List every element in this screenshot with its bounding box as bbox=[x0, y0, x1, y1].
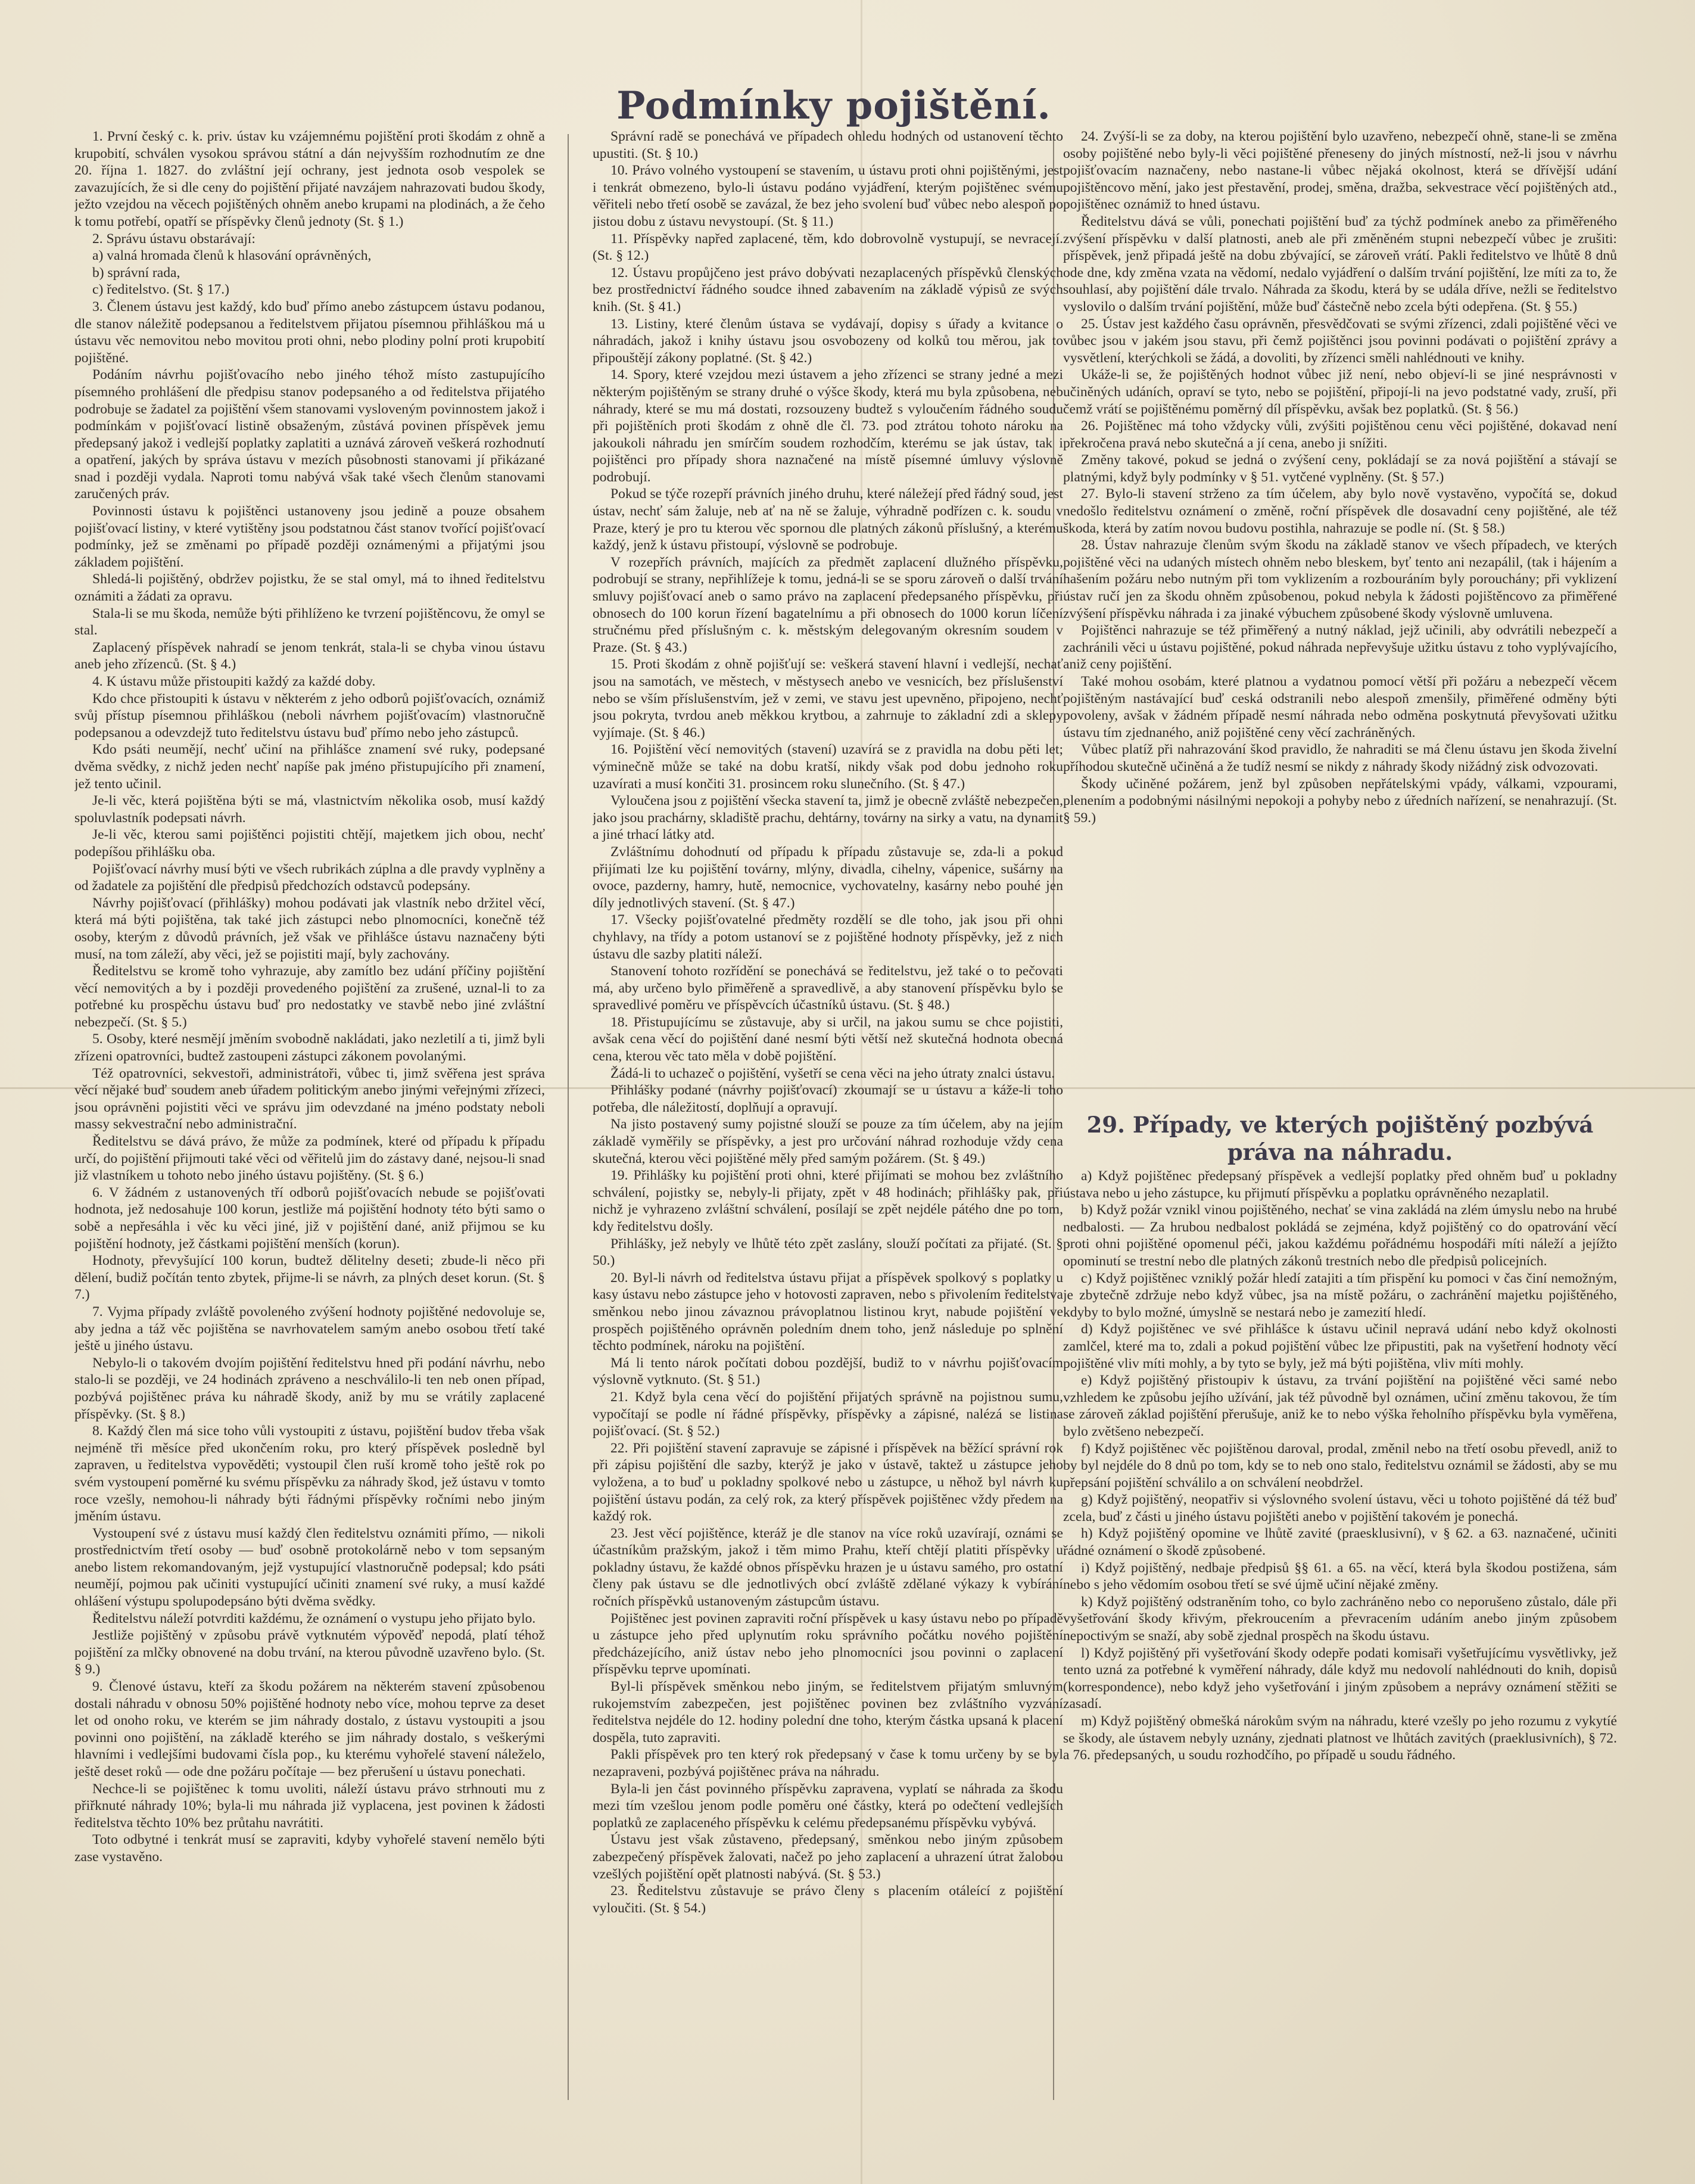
paragraph: Změny takové, pokud se jedná o zvýšení ceny, pokládají se za nová pojištění a stávají se platnými, když byly podmínky v § 51. vytčené vyplněny. (St. § 57.) bbox=[1063, 452, 1617, 485]
paragraph: Ukáže-li se, že pojištěných hodnot vůbec již není, nebo objeví-li se jiné nesprávnosti v učiněných udáních, opraví se tyto, nebo se pojištění, připojí-li na jevo podstatné vady, zruší, při čemž vrátí se pojištěnému poměrný díl příspěvku, avšak bez poplatků. (St. § 56.) bbox=[1063, 367, 1617, 417]
column-2 bbox=[593, 128, 1063, 2106]
paragraph: 18. Přistupujícímu se zůstavuje, aby si určil, na jakou sumu se chce pojistiti, avšak cena věcí do pojištění dané nesmí býti větší než skutečná hodnota obecná cena, kterou věc tato měla v době pojištění. bbox=[593, 1014, 1063, 1065]
paragraph: Podáním návrhu pojišťovacího nebo jiného téhož místo zastupujícího písemného prohlášení dle předpisu stanov podepsaného a od ředitelstva přijatého podrobuje se žadatel za pojištění všem stanovami vysloveným povinnostem jakož i podmínkám v pojišťovací listině obsaženým, zůstává povinen příspěvek jemu předepsaný jakož i vedlejší poplatky zaplatiti a uznává zároveň veškerá rozhodnutí a opatření, jakých by správa ústavu v mezích působnosti stanovami jí přikázané snad i později vydala. Naproti tomu nabývá však také všech členům stanovami zaručených práv. bbox=[74, 367, 545, 502]
paragraph: Vůbec platíž při nahrazování škod pravidlo, že nahraditi se má členu ústavu jen škoda živelní příhodou skutečně učiněná a že tudíž nesmí se nikdy z náhrady škody nižádný zisk odvozovati. bbox=[1063, 742, 1617, 774]
paragraph: 10. Právo volného vystoupení se stavením, u ústavu proti ohni pojištěnými, jest i tenkrát obmezeno, bylo-li ústavu podáno vyjádření, kterým pojištěnec svému věřiteli nebo třetí osobě se zavázal, že bez jeho svolení buď vůbec nebo alespoň po jistou dobu z ústavu nevystoupí. (St. § 11.) bbox=[593, 163, 1063, 229]
paragraph: 8. Každý člen má sice toho vůli vystoupiti z ústavu, pojištění budov třeba však nejméně tři měsíce před ukončením roku, pro který příspěvek posledně byl zapraven, u ředitelstva vypověděti; vystoupil člen ruší kromě toho ještě rok po svém vystoupení poměrné ku svému příspěvku za náhrady škod, jež ústavu v tomto roce vzešly, nemohou-li náhrady býti řádnými příspěvky ročními nebo jiným jměním ústavu. bbox=[74, 1423, 545, 1525]
paragraph: 1. První český c. k. priv. ústav ku vzájemnému pojištění proti škodám z ohně a krupobití, schválen vysokou správou státní a dán nejvyšším rozhodnutím ze dne 20. října 1. 1827. do zvláštní její ochrany, jest jednota osob vespolek se zavazujících, že si dle ceny do pojištění přijaté navzájem nahrazovati budou škody, ježto vzejdou na věcech pojištěných ohněm anebo krupami na plodinách, a že čeho k tomu potřebí, opatří se příspěvky členů jednoty (St. § 1.) bbox=[74, 129, 545, 229]
paragraph: e) Když pojištěný přistoupiv k ústavu, za trvání pojištění na pojištěné věci samé nebo vzhledem ke způsobu jejího užívání, jak též původně byl oznámen, učiní změnu takovou, že tím se zároveň základ pojištění přerušuje, aniž ke to nebo výška řeholního příspěvku byla vyměřena, bylo zvětšeno nebezpečí. bbox=[1063, 1373, 1617, 1439]
paragraph: 16. Pojištění věcí nemovitých (stavení) uzavírá se z pravidla na dobu pěti let; výminečně může se také na dobu kratší, nikdy však pod dobu jednoho roku uzavírati a musí končiti 31. prosincem roku slunečního. (St. § 47.) bbox=[593, 742, 1063, 792]
paragraph: 26. Pojištěnec má toho vždycky vůli, zvýšiti pojištěnou cenu věci pojištěné, dokavad není překročena pravá nebo skutečná a jí cena, anebo ji snížiti. bbox=[1063, 418, 1617, 451]
paragraph: 20. Byl-li návrh od ředitelstva ústavu přijat a příspěvek spolkový s poplatky u kasy ústavu nebo zástupce jeho v hotovosti zapraven, nebo s přivolením ředitelstva směnkou nebo jinou závaznou právoplatnou listinou kryt, nabude pojištění ve prospěch pojištěného oprávněn poledním dnem toho, jenž následuje po splnění těchto podmínek, nároku na pojištění. bbox=[593, 1270, 1063, 1354]
paragraph: Kdo psáti neumějí, nechť učiní na přihlášce znamení své ruky, podepsané dvěma svědky, z nichž jeden nechť napíše pak jméno přistupujícího při znamení, jež tento učinil. bbox=[74, 742, 545, 792]
paragraph: l) Když pojištěný při vyšetřování škody odepře podati komisaři vyšetřujícímu vysvětlivky, jež tento uzná za potřebné k vyměření náhrady, dále když mu nedovolí nahlédnouti do knih, dopisů (korrespondence), nebo když jeho vyšetřování i jiným způsobem a neprávy oznámení stěžiti se zasadí. bbox=[1063, 1645, 1617, 1712]
paragraph: Jestliže pojištěný v způsobu právě vytknutém výpověď nepodá, platí téhož pojištění za mlčky obnovené na dobu trvání, na kterou původně uzavřeno bylo. (St. § 9.) bbox=[74, 1628, 545, 1678]
paragraph: 21. Když byla cena věcí do pojištění přijatých správně na pojistnou sumu, vypočítají se podle ní řádné příspěvky, příspěvky a zápisné, nalézá se listina pojišťovací. (St. § 52.) bbox=[593, 1389, 1063, 1439]
paragraph: Byl-li příspěvek směnkou nebo jiným, se ředitelstvem přijatým smluvným rukojemstvím zabezpečen, jest pojištěnec povinen bez zvláštního vyzvání ředitelstva nejdéle do 12. hodiny polední dne toho, kterým částka upsaná k placení dospěla, tuto zapraviti. bbox=[593, 1679, 1063, 1746]
paragraph: Ústavu jest však zůstaveno, předepsaný, směnkou nebo jiným způsobem zabezpečený příspěvek žalovati, načež po jeho zaplacení a uhrazení útrat žalobou vzešlých pojištění opět platnosti nabývá. (St. § 53.) bbox=[593, 1832, 1063, 1882]
paragraph: 13. Listiny, které členům ústava se vydávají, dopisy s úřady a kvitance o náhradách, jakož i knihy ústavu jsou osvobozeny od kolků tou měrou, jak to připouštějí zákony poplatné. (St. § 42.) bbox=[593, 316, 1063, 366]
paragraph: Pokud se týče rozepří právních jiného druhu, které náležejí před řádný soud, jest ústav, nechť sám žaluje, neb ať na ně se žaluje, výhradně podřízen c. k. soudu v Praze, který je pro tu kterou věc spornou dle platných zákonů příslušný, a kterému každý, jenž k ústavu přistoupí, výslovně se podrobuje. bbox=[593, 486, 1063, 553]
paragraph: 23. Ředitelstvu zůstavuje se právo členy s placením otáleící z pojištění vyloučiti. (St. § 54.) bbox=[593, 1883, 1063, 1916]
paragraph: m) Když pojištěný obmešká nárokům svým na náhradu, které vzešly po jeho rozumu z vykytíé se škody, ale ústavem nebyly uznány, zjednati platnost ve lhůtách zavitých (praeklusivních), § 72. a 76. předepsaných, u soudu rozhodčího, po případě u soudu řádného. bbox=[1063, 1713, 1617, 1763]
paragraph: 22. Při pojištění stavení zapravuje se zápisné i příspěvek na běžící správní rok při zápisu pojištění dle sazby, kterýž je jako v ústavě, taktež u zástupce jeho vyložena, a to buď u pokladny spolkové nebo u zástupce, u něhož byl návrh ku pojištění ústavu podán, za celý rok, za který příspěvek pojištěnec vždy předem na každý rok. bbox=[593, 1440, 1063, 1525]
paragraph: k) Když pojištěný odstraněním toho, co bylo zachráněno nebo co neporušeno zůstalo, dále při vyšetřování škody křivým, překroucením a převracením udáním anebo jiným způsobem nepoctivým se snaží, aby sobě zjednal prospěch na škodu ústavu. bbox=[1063, 1594, 1617, 1644]
column-3-top bbox=[1063, 128, 1617, 1093]
paragraph: 27. Bylo-li stavení strženo za tím účelem, aby bylo nově vystavěno, vypočítá se, dokud nedošlo ředitelstvu oznámení o změně, roční příspěvek dle dosavadní ceny pojištěné, ale též škoda, která by zatím novou budovu postihla, nahrazuje se podle ní. (St. § 58.) bbox=[1063, 486, 1617, 536]
paragraph: Kdo chce přistoupiti k ústavu v některém z jeho odborů pojišťovacích, oznámiž svůj přístup písemnou přihláškou (neboli návrhem pojišťovacím) vlastnoručně podepsanou a odevzdejž tuto ředitelstvu ústavu buď přímo nebo jeho zástupců. bbox=[74, 690, 545, 741]
paragraph: Toto odbytné i tenkrát musí se zapraviti, kdyby vyhořelé stavení nemělo býti zase vystavěno. bbox=[74, 1832, 545, 1865]
paragraph: 3. Členem ústavu jest každý, kdo buď přímo anebo zástupcem ústavu podanou, dle stanov náležitě podepsanou a ředitelstvem přijatou písemnou přihláškou má u ústavu věc nemovitou nebo movitou proti ohni, nebo plodiny polní proti krupobití pojištěné. bbox=[74, 298, 545, 366]
section-29-heading: 29. Případy, ve kterých pojištěný pozbývá práva na náhradu. bbox=[1086, 1112, 1594, 1165]
paragraph: 25. Ústav jest každého času oprávněn, přesvědčovati se svými zřízenci, zdali pojištěné věci ve vůbec jsou v jakém jsou stavu, při čemž pojištěnci jsou povinni podávati o pojištění zprávy a vysvětlení, kterýchkoli se žádá, a dovoliti, by zřízenci směli nahlédnouti ve knihy. bbox=[1063, 316, 1617, 366]
paragraph: Je-li věc, kterou sami pojištěnci pojistiti chtějí, majetkem jich obou, nechť podepíšou přihlášku oba. bbox=[74, 827, 545, 860]
column-divider bbox=[568, 134, 569, 2100]
paragraph: 19. Přihlášky ku pojištění proti ohni, které přijímati se mohou bez zvláštního schválení, pojistky se, nebyly-li přijaty, zpět v 48 hodinách; přihlášky pak, při nichž je vyhrazeno zvláštní schválení, posílají se zpět nejdéle pátého dne po tom, kdy ředitelstvu došly. bbox=[593, 1168, 1063, 1234]
paragraph: Má li tento nárok počítati dobou pozdější, budiž to v návrhu pojišťovacím výslovně vytknuto. (St. § 51.) bbox=[593, 1355, 1063, 1388]
paragraph: Žádá-li to uchazeč o pojištění, vyšetří se cena věci na jeho útraty znalci ústavu. bbox=[610, 1065, 1055, 1081]
paragraph: Nebylo-li o takovém dvojím pojištění ředitelstvu hned při podání návrhu, nebo stalo-li se později, ve 24 hodinách zpráveno a neschválilo-li ten neb onen případ, pozbývá pojištěnec práva ku náhradě škody, aniž by mu se vrátily zaplacené příspěvky. (St. § 8.) bbox=[74, 1355, 545, 1422]
paragraph: 15. Proti škodám z ohně pojišťují se: veškerá stavení hlavní i vedlejší, nechať jsou na samotách, ve městech, v městysech anebo ve vesnicích, bez příslušenství nebo se vším příslušenstvím, jež v zemi, ve stavu jest upevněno, připojeno, nechť jsou pokryta, tvrdou aneb měkkou krytbou, a zahrnuje to základní zdi a sklepy vyjímaje. (St. § 46.) bbox=[593, 657, 1063, 741]
paragraph: Na jisto postavený sumy pojistné slouží se pouze za tím účelem, aby na jejím základě vyměřily se příspěvky, a jest pro určování náhrad rozhoduje vždy cena skutečná, kterou věci pojištěné měly před samým požárem. (St. § 49.) bbox=[593, 1116, 1063, 1166]
paragraph: 17. Všecky pojišťovatelné předměty rozdělí se dle toho, jak jsou při ohni chyhlavy, na třídy a potom ustanoví se z pojištěné hodnoty příspěvky, jež z nich ústavu dle sazby platiti náleží. bbox=[593, 912, 1063, 962]
paragraph: 9. Členové ústavu, kteří za škodu požárem na některém stavení způsobenou dostali náhradu v obnosu 50% pojištěné hodnoty nebo více, mohou teprve za deset let od onoho roku, ve kterém se jim náhrady dostalo, z ústavu vystoupiti a jsou povinni ono pojištění, na základě kterého se jim náhrady dostalo, s veškerými hlavními i vedlejšími budovami čísla pop., ku kterému vyhořelé stavení náleželo, ještě deset roků — ode dne požáru počítaje — bez přerušení u ústavu ponechati. bbox=[74, 1679, 545, 1779]
paragraph: 24. Zvýší-li se za doby, na kterou pojištění bylo uzavřeno, nebezpečí ohně, stane-li se změna osoby pojištěné nebo byly-li věci pojištěné přeneseny do jiných místností, než-li jsou v návrhu pojišťovacím naznačeny, nebo nastane-li vůbec nějaká okolnost, která se dřívější udání pojištěncovo mění, jako jest přestavění, prodej, směna, dražba, sekvestrace věcí pojištěných atd., pojištěnec oznámiž to hned ústavu. bbox=[1063, 129, 1617, 213]
paragraph: Stala-li se mu škoda, nemůže býti přihlíženo ke tvrzení pojištěncovu, že omyl se stal. bbox=[74, 605, 545, 639]
paragraph: Přihlášky podané (návrhy pojišťovací) zkoumají se u ústavu a káže-li toho potřeba, dle náležitostí, doplňují a opravují. bbox=[593, 1082, 1063, 1115]
paragraph: Správní radě se ponechává ve případech ohledu hodných od ustanovení těchto upustiti. (St. § 10.) bbox=[593, 129, 1063, 161]
paragraph: i) Když pojištěný, nedbaje předpisů §§ 61. a 65. na věcí, která byla škodou postižena, sám nebo s jeho vědomím osobou třetí se své újmě učiní nějaké změny. bbox=[1063, 1560, 1617, 1593]
paragraph: f) Když pojištěnec věc pojištěnou daroval, prodal, změnil nebo na třetí osobu převedl, aniž to by byl nejdéle do 8 dnů po tom, kdy se to neb ono stalo, ředitelstvu oznámil se žádosti, aby se mu přepsání pojištění schválilo a on schválení neobdržel. bbox=[1063, 1441, 1617, 1491]
paragraph: c) ředitelstvo. (St. § 17.) bbox=[92, 282, 229, 298]
paragraph: Zaplacený příspěvek nahradí se jenom tenkrát, stala-li se chyba vinou ústavu aneb jeho zřízenců. (St. § 4.) bbox=[74, 639, 545, 673]
paragraph: Shledá-li pojištěný, obdržev pojistku, že se stal omyl, má to ihned ředitelstvu oznámiti a žádati za opravu. bbox=[74, 571, 545, 605]
paragraph: d) Když pojištěnec ve své přihlášce k ústavu učinil nepravá udání nebo když okolnosti zamlčel, které ma to, zdali a pokud pojištění vůbec lze připustiti, pak na vyšetření hodnoty věcí pojištěné vliv míti mohly, a by tyto se byly, jež má býti pojištěna, vliv míti mohly. bbox=[1063, 1321, 1617, 1371]
paragraph: Návrhy pojišťovací (přihlášky) mohou podávati jak vlastník nebo držitel věcí, která má býti pojištěna, tak také jich zástupci nebo plnomocníci, konečně též osoby, kterým z důvodů právních, jež však ve přihlášce ústavu naznačeny býti musí, na tom záleží, aby věci, jež se pojistiti mají, byly zachovány. bbox=[74, 895, 545, 962]
paragraph: b) Když požár vznikl vinou pojištěného, nechať se vina zakládá na zlém úmyslu nebo na hrubé nedbalosti. — Za hrubou nedbalost pokládá se zejména, když pojištěný co do opatrování věcí proti ohni pojištěné opomenul péči, jakou každému pořádnému hospodáři míti náleží a jejížto opominutí se trestní nebo dle platných zákonů trestních nebo dle předpisů policejních. bbox=[1063, 1202, 1617, 1269]
paragraph: Ředitelstvu se dává právo, že může za podmínek, které od případu k případu určí, do pojištění přijmouti také věci od věřitelů jim do zástavy dané, nejsou-li snad již vlastníkem u tohoto nebo jiného ústavu pojištěny. (St. § 6.) bbox=[74, 1134, 545, 1184]
paragraph: a) valná hromada členů k hlasování oprávněných, bbox=[92, 248, 372, 264]
paragraph: Ředitelstvu náleží potvrditi každému, že oznámení o vystupu jeho přijato bylo. bbox=[92, 1610, 536, 1626]
paragraph: Pojišťovací návrhy musí býti ve všech rubrikách zúplna a dle pravdy vyplněny a od žadatele za pojištění dle předpisů předchozích odstavců podepsány. bbox=[74, 861, 545, 894]
paragraph: Ředitelstvu dává se vůli, ponechati pojištění buď za týchž podmínek anebo za přiměřeného zvýšení příspěvku v další platnosti, aneb ale při změněném stupni nebezpečí vůbec je zrušiti: příspěvek, jenž připadá ještě na dobu zbývající, se zároveň vrátí. Pakli ředitelstvo ve lhůtě 8 dnů ode dne, kdy změna vzata na vědomí, nedalo vyjádření o dalším trvání pojištění, lze míti za to, že souhlasí, aby pojištění dále trvalo. Náhrada za škodu, která by se udála dříve, nežli se ředitelstvo vyslovilo o dalším trvání pojištění, může buď částečně nebo zcela býti odepřena. (St. § 55.) bbox=[1063, 213, 1617, 315]
paragraph: 6. V žádném z ustanovených tří odborů pojišťovacích nebude se pojišťovati hodnota, jež nedosahuje 100 korun, jestliže má pojištění hodnoty této býti samo o sobě a nepřesáhla i věc ku věci jiné, již v pojištění dané, aniž přijmou se ku pojištění hodnoty, jež částkami pojištění menších (korun). bbox=[74, 1184, 545, 1252]
column-3-bottom bbox=[1063, 1168, 1617, 2097]
paragraph: Povinnosti ústavu k pojištěnci ustanoveny jsou jedině a pouze obsahem pojišťovací listiny, v které vytištěny jsou podstatnou část stanov tvořící pojišťovací podmínky, jež se změnami po případě později oznámenými a přijatými jsou základem pojištění. bbox=[74, 503, 545, 570]
paragraph: c) Když pojištěnec vzniklý požár hledí zatajiti a tím přispění ku pomoci v čas činí nemožným, je zbytečně zdržuje nebo když vůbec, jsa na místě požáru, o zachránění majetku pojištěného, kdyby to bylo možné, úmyslně se nestará nebo je zamezití hledí. bbox=[1063, 1270, 1617, 1320]
column-1 bbox=[74, 128, 545, 2106]
paragraph: 14. Spory, které vzejdou mezi ústavem a jeho zřízenci se strany jedné a mezi některým pojištěným se strany druhé o výšce škody, která mu byla způsobena, neb náhrady, které se mu má dostati, rozsouzeny budtež s vyloučením řádného soudu při pojištěních proti škodám z ohně dle čl. 73. pod ztrátou tohoto nároku na jakoukoli náhradu jen smírčím soudem rozhodčím, kterému se jak ústav, tak i pojištěnci pro případy shora naznačené na místě písemné úmluvy výslovně podrobují. bbox=[593, 367, 1063, 485]
paragraph: 4. K ústavu může přistoupiti každý za každé doby. bbox=[92, 674, 376, 689]
paragraph: a) Když pojištěnec předepsaný příspěvek a vedlejší poplatky před ohněm buď u pokladny ústava nebo u jeho zástupce, ku přijmutí příspěvku a poplatku oprávněného nezaplatil. bbox=[1063, 1168, 1617, 1201]
paragraph: 12. Ústavu propůjčeno jest právo dobývati nezaplacených příspěvků členských bez prostřednictví řádného soudce ihned zabavením na základě výpisů ze svých knih. (St. § 41.) bbox=[593, 265, 1063, 315]
paragraph: g) Když pojištěný, neopatřiv si výslovného svolení ústavu, věci u tohoto pojištěné dá též buď zcela, buď z části u jiného ústavu pojištěti anebo v pojištění takovém je ponechá. bbox=[1063, 1492, 1617, 1525]
paragraph: Stanovení tohoto rozřídění se ponechává se ředitelstvu, jež také o to pečovati má, aby určeno bylo přiměřeně a spravedlivě, a aby stanovení příspěvku bylo se spravedlivé poměru ve příspěvcích účastníků ústavu. (St. § 48.) bbox=[593, 963, 1063, 1013]
paragraph: Byla-li jen část povinného příspěvku zapravena, vyplatí se náhrada za škodu mezi tím vzešlou jenom podle poměru oné částky, která po odečtení vedlejších poplatků ze zaplaceného příspěvku k celému předepsanému příspěvku vybývá. bbox=[593, 1781, 1063, 1831]
paragraph: Pojištěnec jest povinen zapraviti roční příspěvek u kasy ústavu nebo po případě u zástupce jeho před uplynutím roku správního počátku nového pojištění předcházejícího, aniž ústav nebo jeho plnomocníci jsou povinni o zaplacení příspěvku teprve upomínati. bbox=[593, 1610, 1063, 1678]
paragraph: 28. Ústav nahrazuje členům svým škodu na základě stanov ve všech případech, ve kterých pojištěné věci na udaných místech ohněm nebo bleskem, byť tento ani nezapálil, (tak i hájením a hašením požáru nebo nutným při tom vyklizením a rozbouráním byly porouchány; při vyklizení ústav ručí jen za škodu ohněm způsobenou, pokud nebyla k žádosti pojištěncovo za přiměřené zvýšení příspěvku náhrada i za jinaké výbuchem způsobené škody výslovně umluvena. bbox=[1063, 537, 1617, 621]
paragraph: Vystoupení své z ústavu musí každý člen ředitelstvu oznámiti přímo, — nikoli prostřednictvím třetí osoby — buď osobně protokolárně nebo v tom sepsaným anebo listem rekomandovaným, jejž vystupující vlastnoručně podepsal; kdo psáti neumějí, pojmou pak učiniti vystupující učiniti znamení své ruky, a musí každé ohlášení výstupu spolupodepsáno býti dvěma svědky. bbox=[74, 1525, 545, 1610]
paragraph: Škody učiněné požárem, jenž byl způsoben nepřátelskými vpády, válkami, vzpourami, plenením a podobnými násilnými nepokoji a pohyby nebo z úředních nařízení, se nenahrazují. (St. § 59.) bbox=[1063, 776, 1617, 826]
paragraph: Hodnoty, převyšující 100 korun, budtež dělitelny deseti; zbude-li něco při dělení, budiž počítán tento zbytek, přijme-li se návrh, za plných deset korun. (St. § 7.) bbox=[74, 1253, 545, 1303]
paragraph: 2. Správu ústavu obstarávají: bbox=[92, 231, 256, 247]
paragraph: Pakli příspěvek pro ten který rok předepsaný v čase k tomu určeny by se byl nezapraveni, pozbývá pojištěnec práva na náhradu. bbox=[593, 1747, 1063, 1779]
paragraph: 7. Vyjma případy zvláště povoleného zvýšení hodnoty pojištěné nedovoluje se, aby jedna a táž věc pojištěna se navrhovatelem samým anebo osobou třetí také ještě u jiného ústavu. bbox=[74, 1303, 545, 1354]
paragraph: Je-li věc, která pojištěna býti se má, vlastnictvím několika osob, musí každý spoluvlastník podepsati návrh. bbox=[74, 793, 545, 826]
paragraph: 11. Příspěvky napřed zaplacené, těm, kdo dobrovolně vystupují, se nevracejí. (St. § 12.) bbox=[593, 231, 1063, 264]
paragraph: Též opatrovníci, sekvestoři, administrátoři, vůbec ti, jimž svěřena jest správa věcí nějaké buď soudem aneb úřadem politickým anebo jinými veřejnými zřízeci, jsou oprávněni pojistiti věci ve správu jim odevzdané na jméno podstaty neboli massy sekvestrační nebo administrační. bbox=[74, 1065, 545, 1133]
paragraph: 23. Jest věcí pojištěnce, kteráž je dle stanov na více roků uzavírají, oznámi se účastníkům pražským, jakož i těm mimo Prahu, kteří chtějí platiti příspěvky u pokladny ústavu, že každé obnos příspěvku hrazen je u ústavu samého, pro ostatní členy pak ústavu se dle jednotlivých obcí zvláště zdělané výkazy k vybírání ročních příspěvků ustanoveným zástupcům ústavu. bbox=[593, 1525, 1063, 1610]
paragraph: 5. Osoby, které nesmějí jměním svobodně nakládati, jako nezletilí a ti, jimž byli zřízeni opatrovníci, budtež zastoupeni zástupci zákonem povolanými. bbox=[74, 1031, 545, 1065]
paragraph: Zvláštnímu dohodnutí od případu k případu zůstavuje se, zda-li a pokud přijímati lze ku pojištění továrny, mlýny, divadla, cihelny, vápenice, sušárny na ovoce, pazderny, hamry, hutě, nemocnice, vychovatelny, kasárny nebo pouhé jen díly jednotlivých stavení. (St. § 47.) bbox=[593, 844, 1063, 911]
paragraph: Také mohou osobám, které platnou a vydatnou pomocí větší při požáru a nebezpečí věcem pojištěným nastávající buď ceská odstranili nebo alespoň zmenšily, přiměřené odměny býti povoleny, avšak v žádném případě nesmí náhrada nebo odměna poskytnutá převyšovati užitku ústavu tím zjednaného, aniž pojištěné ceny věcí zachráněných. bbox=[1063, 674, 1617, 741]
paragraph: V rozepřích právních, majících za předmět zaplacení dlužného příspěvku, podrobují se strany, nepřihlížeje k tomu, jedná-li se se sporu zároveň o další trvání smluvy pojišťovací aneb o samo právo na zaplacení předepsaného příspěvku, při obnosech do 100 korun řízení bagatelnímu a při obnosech do 1000 korun líčení stručnému před příslušným c. k. městským delegovaným okresním soudem v Praze. (St. § 43.) bbox=[593, 554, 1063, 655]
paragraph: Pojištěnci nahrazuje se též přiměřený a nutný náklad, jejž učinili, aby odvrátili nebezpečí a zachránili věci u ústavu pojištěné, pokud náhrada nepřevyšuje užitku ústavu z toho vyplývajícího, aniž ceny pojištění. bbox=[1063, 623, 1617, 673]
paragraph: Přihlášky, jež nebyly ve lhůtě této zpět zaslány, slouží počítati za přijaté. (St. § 50.) bbox=[593, 1236, 1063, 1269]
paragraph: Vyloučena jsou z pojištění všecka stavení ta, jimž je obecně zvláště nebezpečen, jako jsou prachárny, skladiště prachu, dehtárny, továrny na sirky a vatu, na dynamit a jiné trhací látky atd. bbox=[593, 793, 1063, 843]
paragraph: b) správní rada, bbox=[92, 265, 180, 281]
paragraph: h) Když pojištěný opomine ve lhůtě zavité (praesklusivní), v § 62. a 63. naznačené, učiniti řádné oznámení o škodě způsobené. bbox=[1063, 1526, 1617, 1559]
paragraph: Nechce-li se pojištěnec k tomu uvoliti, náleží ústavu právo strhnouti mu z přiřknuté náhrady 10%; byla-li mu náhrada již vyplacena, jest povinen k žádosti ředitelstva těchto 10% bez průtahu navrátiti. bbox=[74, 1781, 545, 1831]
page-title: Podmínky pojištění. bbox=[616, 83, 1051, 128]
paragraph: Ředitelstvu se kromě toho vyhrazuje, aby zamítlo bez udání příčiny pojištění věcí nemovitých a by i později provedeného pojištění za zrušené, uznal-li to za potřebné ku prospěchu ústavu buď pro nedostatky ve stavbě nebo jiné zvláštní nebezpečí. (St. § 5.) bbox=[74, 963, 545, 1030]
